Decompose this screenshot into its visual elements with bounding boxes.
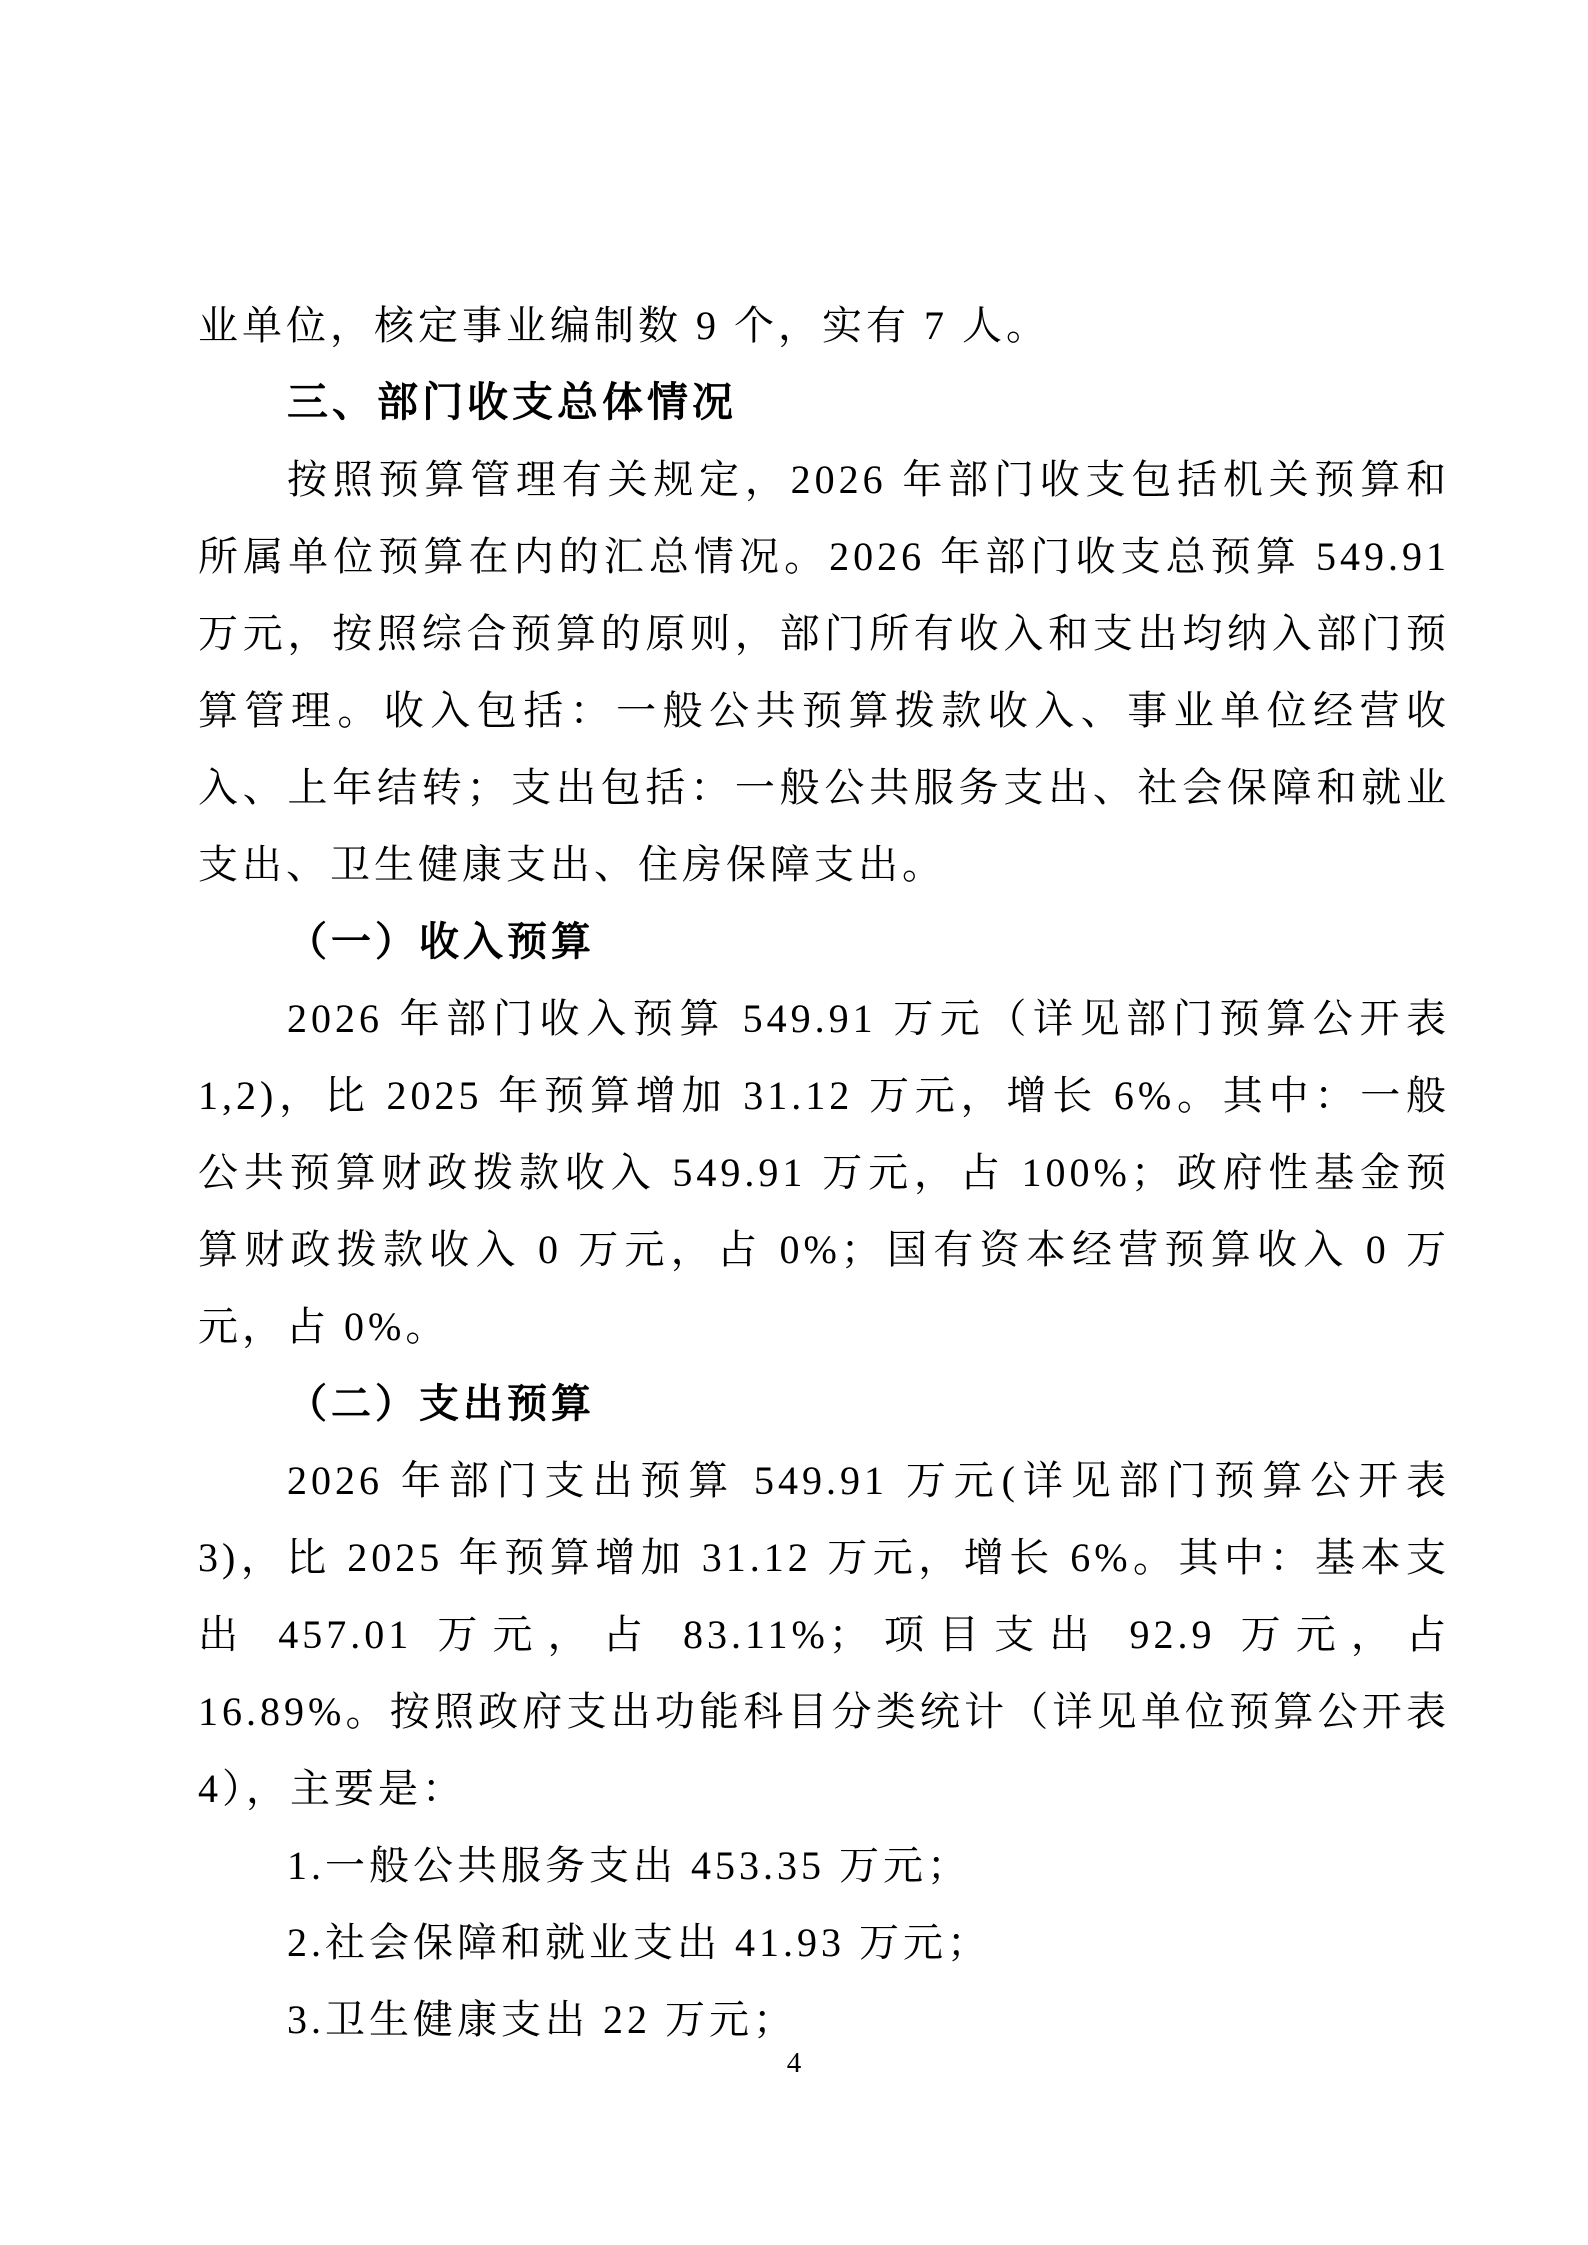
list-item-general-public-service: 1.一般公共服务支出 453.35 万元；: [287, 1843, 971, 1888]
paragraph-continuation: 业单位，核定事业编制数 9 个，实有 7 人。: [198, 303, 1050, 348]
document-body: [198, 287, 1450, 2058]
page-number: 4: [786, 2047, 802, 2079]
list-item-social-security-employment: 2.社会保障和就业支出 41.93 万元；: [287, 1920, 991, 1965]
subheading-expense-budget: （二）支出预算: [287, 1381, 595, 1426]
list-item-health: 3.卫生健康支出 22 万元；: [287, 1997, 797, 2042]
subheading-income-budget: （一）收入预算: [287, 919, 595, 964]
paragraph-expense-budget: 2026 年部门支出预算 549.91 万元(详见部门预算公开表 3)，比 2025 年预算增加 31.12 万元，增长 6%。其中：基本支出 457.01 万元，占 83.11%；项目支出 92.9 万元，占 16.89%。按照政府支出功能科目分类统计（详见单位预算公开表 4），主要是：: [198, 1458, 1450, 1811]
paragraph-income-budget: 2026 年部门收入预算 549.91 万元（详见部门预算公开表 1,2)，比 2025 年预算增加 31.12 万元，增长 6%。其中：一般公共预算财政拨款收入 549.91 万元，占 100%；政府性基金预算财政拨款收入 0 万元，占 0%；国有资本经营预算收入 0 万元，占 0%。: [198, 996, 1450, 1349]
paragraph-budget-overview: 按照预算管理有关规定，2026 年部门收支包括机关预算和所属单位预算在内的汇总情况。2026 年部门收支总预算 549.91 万元，按照综合预算的原则，部门所有收入和支出均纳入部门预算管理。收入包括：一般公共预算拨款收入、事业单位经营收入、上年结转；支出包括：一般公共服务支出、社会保障和就业支出、卫生健康支出、住房保障支出。: [198, 457, 1450, 887]
section-heading-budget-overview: 三、部门收支总体情况: [287, 379, 737, 425]
